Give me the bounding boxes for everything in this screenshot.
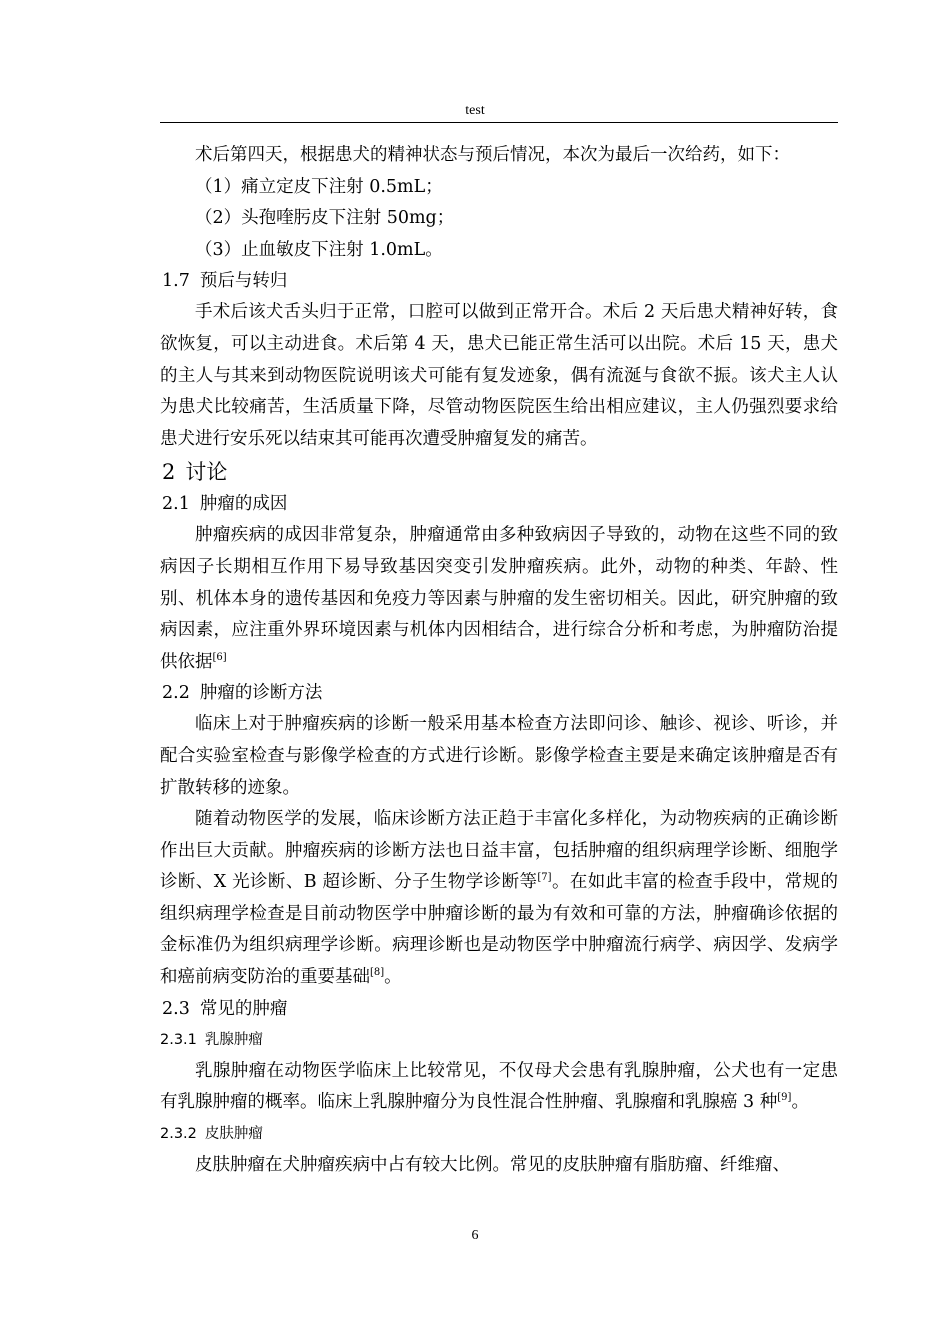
subsection-title: 乳腺肿瘤 bbox=[204, 1031, 263, 1048]
paragraph-text: 乳腺肿瘤在动物医学临床上比较常见，不仅母犬会患有乳腺肿瘤，公犬也有一定患有乳腺肿瘤的概率。临床上乳腺肿瘤分为良性混合性肿瘤、乳腺瘤和乳腺癌 3 种 bbox=[160, 1060, 838, 1113]
chapter-title: 讨论 bbox=[185, 460, 228, 485]
paragraph-diagnosis-methods: 临床上对于肿瘤疾病的诊断一般采用基本检查方法即问诊、触诊、视诊、听诊，并配合实验室检查与影像学检查的方式进行诊断。影像学检查主要是来确定该肿瘤是否有扩散转移的迹象。 bbox=[160, 714, 838, 798]
paragraph-prognosis: 手术后该犬舌头归于正常，口腔可以做到正常开合。术后 2 天后患犬精神好转，食欲恢复，可以主动进食。术后第 4 天，患犬已能正常生活可以出院。术后 15 天，患犬的主人与其来到动物医院说明该犬可能有复发迹象，偶有流涎与食欲不振。该犬主人认为患犬比较痛苦，生活质量下降，尽管动物医院医生给出相应建议，主人仍强烈要求给患犬进行安乐死以结束其可能再次遭受肿瘤复发的痛苦。 bbox=[160, 302, 838, 449]
paragraph-tumor-causes bbox=[160, 520, 838, 678]
subsection-number: 2.3.1 bbox=[160, 1031, 197, 1048]
section-number: 2.2 bbox=[162, 683, 190, 704]
paragraph-text: 。在如此丰富的检查手段中，常规的组织病理学检查是目前动物医学中肿瘤诊断的最为有效和可靠的方法，肿瘤确诊依据的金标准仍为组织病理学诊断。病理诊断也是动物医学中肿瘤流行病学、病因学、发病学和癌前病变防治的重要基础 bbox=[160, 872, 838, 988]
chapter-number: 2 bbox=[162, 460, 176, 485]
section-title: 肿瘤的诊断方法 bbox=[199, 683, 323, 704]
paragraph-text: 。 bbox=[791, 1092, 809, 1113]
subsection-title: 皮肤肿瘤 bbox=[204, 1125, 263, 1142]
section-number: 1.7 bbox=[162, 271, 190, 292]
paragraph-mammary-tumor bbox=[160, 1056, 838, 1119]
subsection-number: 2.3.2 bbox=[160, 1125, 197, 1142]
section-number: 2.3 bbox=[162, 998, 190, 1019]
section-heading-2-2 bbox=[160, 678, 838, 709]
header-rule bbox=[160, 122, 838, 123]
citation-8: [8] bbox=[370, 967, 385, 979]
list-item-1: （1）痛立定皮下注射 0.5mL； bbox=[195, 176, 443, 197]
section-heading-2-3 bbox=[160, 994, 838, 1025]
chapter-heading-2 bbox=[160, 455, 838, 489]
subsection-heading-2-3-2 bbox=[160, 1119, 838, 1150]
paragraph-text: 。 bbox=[384, 967, 402, 988]
running-header: test bbox=[465, 103, 485, 118]
citation-7: [7] bbox=[537, 872, 552, 884]
section-number: 2.1 bbox=[162, 494, 190, 515]
subsection-heading-2-3-1 bbox=[160, 1025, 838, 1056]
paragraph-skin-tumor: 皮肤肿瘤在犬肿瘤疾病中占有较大比例。常见的皮肤肿瘤有脂肪瘤、纤维瘤、 bbox=[195, 1154, 790, 1175]
list-item-3: （3）止血敏皮下注射 1.0mL。 bbox=[195, 239, 443, 260]
section-title: 常见的肿瘤 bbox=[199, 998, 288, 1019]
section-heading-2-1 bbox=[160, 489, 838, 520]
paragraph-diagnosis-development bbox=[160, 804, 838, 994]
paragraph-text: 肿瘤疾病的成因非常复杂，肿瘤通常由多种致病因子导致的，动物在这些不同的致病因子长期相互作用下易导致基因突变引发肿瘤疾病。此外，动物的种类、年龄、性别、机体本身的遗传基因和免疫力等因素与肿瘤的发生密切相关。因此，研究肿瘤的致病因素，应注重外界环境因素与机体内因相结合，进行综合分析和考虑，为肿瘤防治提供依据 bbox=[160, 525, 838, 672]
paragraph-text: 随着动物医学的发展，临床诊断方法正趋于丰富化多样化，为动物疾病的正确诊断作出巨大贡献。肿瘤疾病的诊断方法也日益丰富，包括肿瘤的组织病理学诊断、细胞学诊断、X 光诊断、B 超诊断、分子生物学诊断等 bbox=[160, 809, 838, 893]
paragraph-final-dose-intro: 术后第四天，根据患犬的精神状态与预后情况，本次为最后一次给药，如下： bbox=[195, 145, 790, 165]
citation-6: [6] bbox=[212, 651, 227, 663]
section-title: 肿瘤的成因 bbox=[199, 494, 288, 515]
section-heading-1-7 bbox=[160, 266, 838, 297]
page-number: 6 bbox=[471, 1228, 479, 1243]
citation-9: [9] bbox=[777, 1092, 792, 1104]
section-title: 预后与转归 bbox=[199, 271, 288, 292]
list-item-2: （2）头孢喹肟皮下注射 50mg； bbox=[195, 208, 455, 229]
document-body bbox=[160, 140, 838, 1181]
